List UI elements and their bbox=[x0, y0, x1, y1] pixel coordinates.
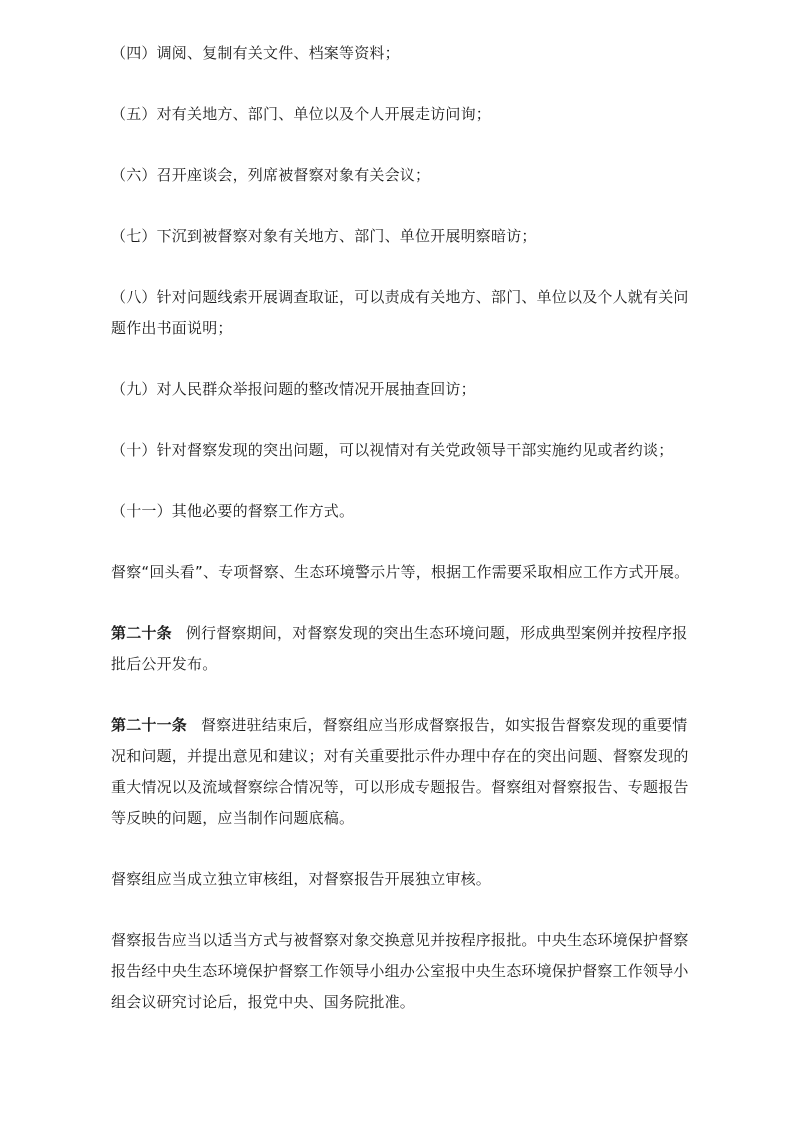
article-21 bbox=[111, 710, 691, 834]
paragraph-item-11: （十一）其他必要的督察工作方式。 bbox=[111, 502, 355, 520]
paragraph-item-5: （五）对有关地方、部门、单位以及个人开展走访问询； bbox=[111, 105, 492, 123]
paragraph-item-9: （九）对人民群众举报问题的整改情况开展抽查回访； bbox=[111, 380, 476, 398]
document-page bbox=[111, 38, 691, 1048]
paragraph-item-7: （七）下沉到被督察对象有关地方、部门、单位开展明察暗访； bbox=[111, 227, 537, 245]
paragraph-report-approval: 督察报告应当以适当方式与被督察对象交换意见并按程序报批。中央生态环境保护督察报告经中央生态环境保护督察工作领导小组办公室报中央生态环境保护督察工作领导小组会议研究讨论后，报党中央、国务院批准。 bbox=[111, 931, 689, 1011]
article-20 bbox=[111, 618, 691, 680]
article-21-heading: 第二十一条 bbox=[111, 716, 188, 734]
paragraph-review-team: 督察组应当成立独立审核组，对督察报告开展独立审核。 bbox=[111, 870, 492, 888]
paragraph-item-6: （六）召开座谈会，列席被督察对象有关会议； bbox=[111, 166, 431, 184]
article-21-text: 督察进驻结束后，督察组应当形成督察报告，如实报告督察发现的重要情况和问题，并提出意见和建议；对有关重要批示件办理中存在的突出问题、督察发现的重大情况以及流域督察综合情况等，可以形成专题报告。督察组对督察报告、专题报告等反映的问题，应当制作问题底稿。 bbox=[111, 716, 689, 827]
article-20-text: 例行督察期间，对督察发现的突出生态环境问题，形成典型案例并按程序报批后公开发布。 bbox=[111, 624, 688, 673]
paragraph-item-8: （八）针对问题线索开展调查取证，可以责成有关地方、部门、单位以及个人就有关问题作出书面说明； bbox=[111, 288, 689, 337]
paragraph-item-4: （四）调阅、复制有关文件、档案等资料； bbox=[111, 44, 400, 62]
article-20-heading: 第二十条 bbox=[111, 624, 172, 642]
paragraph-methods-note: 督察“回头看”、专项督察、生态环境警示片等，根据工作需要采取相应工作方式开展。 bbox=[111, 563, 690, 581]
paragraph-item-10: （十）针对督察发现的突出问题，可以视情对有关党政领导干部实施约见或者约谈； bbox=[111, 441, 674, 459]
